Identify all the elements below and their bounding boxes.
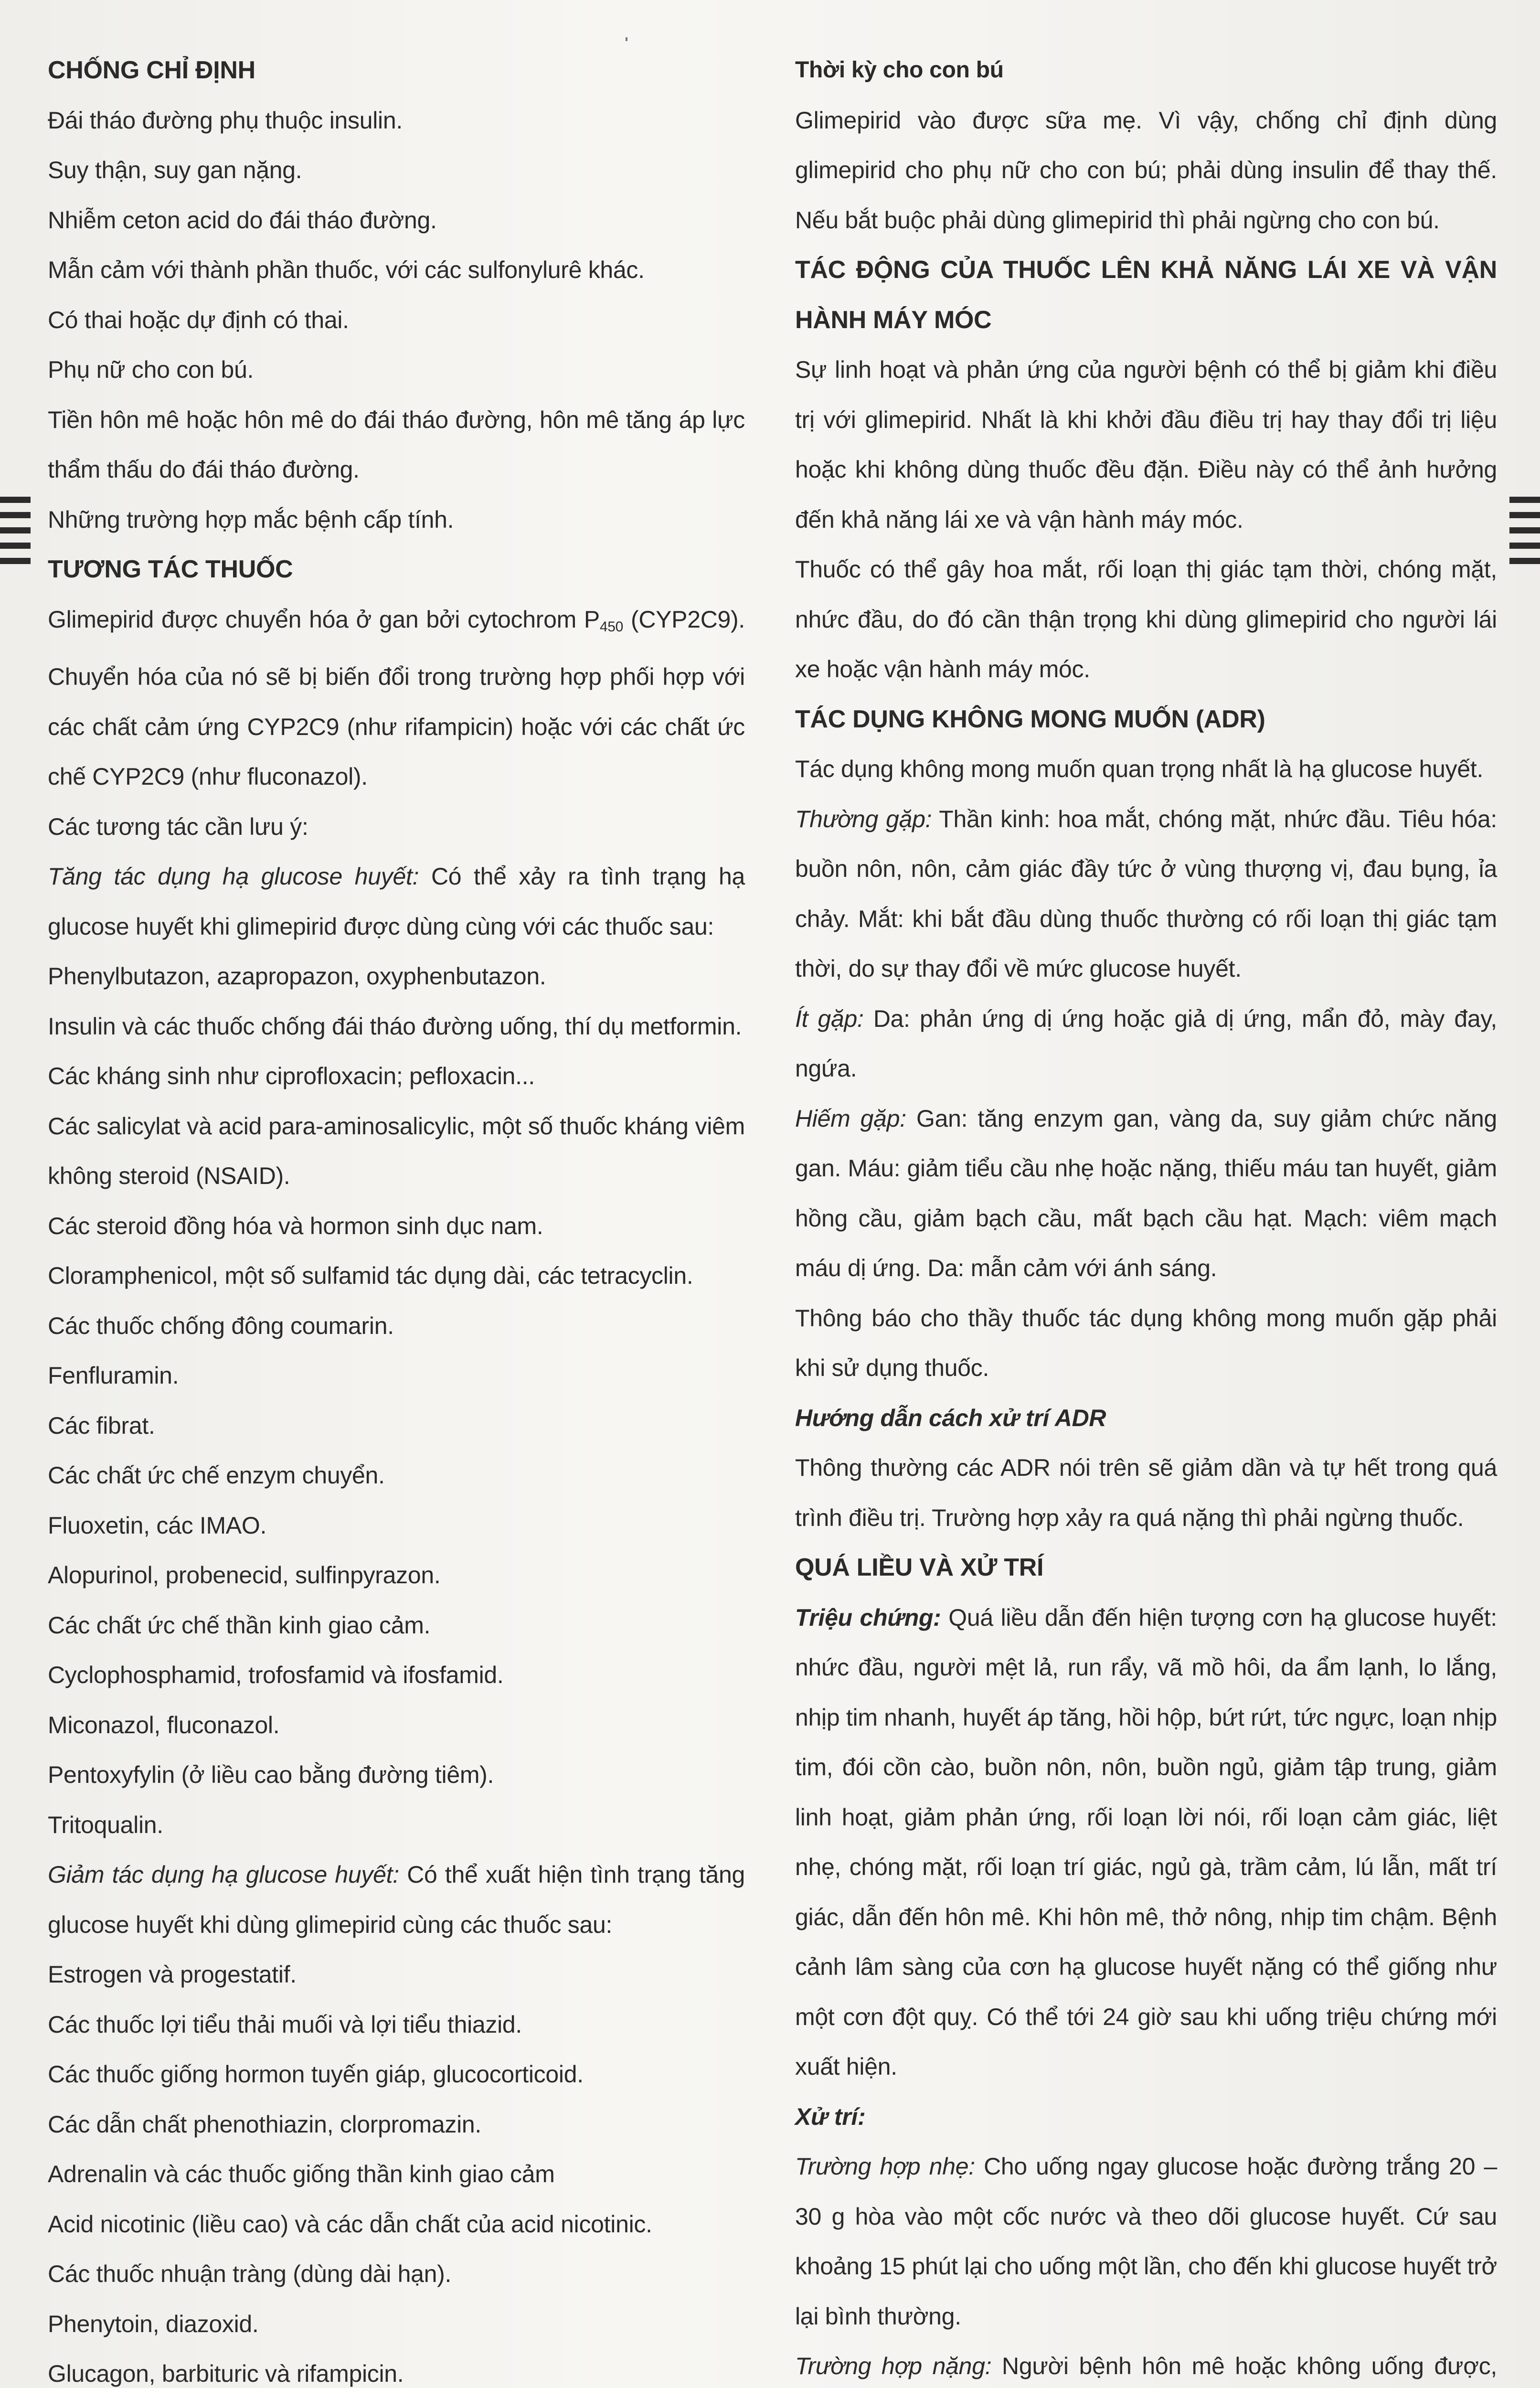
adr-common-text: Thần kinh: hoa mắt, chóng mặt, nhức đầu. Tiêu hóa: buồn nôn, nôn, cảm giác đầy tức ở vùng thượng vị, đau bụng, ỉa chảy. Mắt: khi bắt đầu dùng thuốc thường có rối loạn thị giác tạm thời, do sự thay đổi về mức glucose huyết.	[795, 805, 1497, 982]
adr-common	[795, 794, 1497, 994]
adr-guide-heading: Hướng dẫn cách xử trí ADR	[795, 1404, 1106, 1431]
adr-uncommon	[795, 994, 1497, 1094]
breastfeeding-text: Glimepirid vào được sữa mẹ. Vì vậy, chống chỉ định dùng glimepirid cho phụ nữ cho con bú; phải dùng insulin để thay thế. Nếu bắt buộc phải dùng glimepirid thì phải ngừng cho con bú.	[795, 107, 1497, 234]
overdose-mild-label: Trường hợp nhẹ:	[795, 2153, 975, 2180]
overdose-severe-label: Trường hợp nặng:	[795, 2353, 992, 2379]
right-column	[795, 45, 1497, 2388]
heading-contraindications: CHỐNG CHỈ ĐỊNH	[48, 56, 255, 84]
interactions-note: Các tương tác cần lưu ý:	[48, 813, 308, 840]
driving-text-1: Sự linh hoạt và phản ứng của người bệnh có thể bị giảm khi điều trị với glimepirid. Nhất là khi khởi đầu điều trị hay thay đổi trị liệu hoặc khi không dùng thuốc đều đặn. Điều này có thể ảnh hưởng đến khả năng lái xe và vận hành máy móc.	[795, 356, 1497, 533]
overdose-symptoms	[795, 1593, 1497, 2092]
drug-item: Miconazol, fluconazol.	[48, 1711, 280, 1738]
adr-notify: Thông báo cho thầy thuốc tác dụng không mong muốn gặp phải khi sử dụng thuốc.	[795, 1304, 1497, 1381]
contraindication-item: Nhiễm ceton acid do đái tháo đường.	[48, 206, 437, 234]
contraindication-item: Tiền hôn mê hoặc hôn mê do đái tháo đường, hôn mê tăng áp lực thẩm thấu do đái tháo đường.	[48, 406, 745, 483]
overdose-severe-text: Người bệnh hôn mê hoặc không uống được,	[1002, 2353, 1497, 2379]
increase-effect-label: Tăng tác dụng hạ glucose huyết:	[48, 863, 419, 890]
heading-driving: TÁC ĐỘNG CỦA THUỐC LÊN KHẢ NĂNG LÁI XE VÀ VẬN HÀNH MÁY MÓC	[795, 256, 1497, 334]
drug-item: Estrogen và progestatif.	[48, 1961, 297, 1988]
increase-effect-list	[48, 951, 745, 1850]
decrease-effect-label: Giảm tác dụng hạ glucose huyết:	[48, 1861, 399, 1888]
drug-item: Phenylbutazon, azapropazon, oxyphenbutazon.	[48, 963, 546, 990]
drug-item: Acid nicotinic (liều cao) và các dẫn chất của acid nicotinic.	[48, 2210, 652, 2238]
contraindication-item: Suy thận, suy gan nặng.	[48, 157, 302, 183]
contraindication-item: Phụ nữ cho con bú.	[48, 356, 254, 383]
adr-uncommon-label: Ít gặp:	[795, 1005, 864, 1032]
overdose-mild	[795, 2142, 1497, 2341]
decrease-effect-list	[48, 1950, 745, 2388]
contraindication-item: Những trường hợp mắc bệnh cấp tính.	[48, 506, 454, 533]
drug-item: Các dẫn chất phenothiazin, clorpromazin.	[48, 2111, 481, 2138]
intro-subscript: 450	[599, 618, 624, 635]
overdose-mild-text: Cho uống ngay glucose hoặc đường trắng 20 – 30 g hòa vào một cốc nước và theo dõi glucose huyết. Cứ sau khoảng 15 phút lại cho uống một lần, cho đến khi glucose huyết trở lại bình thường.	[795, 2153, 1497, 2330]
adr-rare-text: Gan: tăng enzym gan, vàng da, suy giảm chức năng gan. Máu: giảm tiểu cầu nhẹ hoặc nặng, thiếu máu tan huyết, giảm hồng cầu, giảm bạch cầu, mất bạch cầu hạt. Mạch: viêm mạch máu dị ứng. Da: mẫn cảm với ánh sáng.	[795, 1105, 1497, 1281]
intro-text: Glimepirid được chuyển hóa ở gan bởi cytochrom P	[48, 606, 600, 633]
adr-rare-label: Hiếm gặp:	[795, 1105, 906, 1132]
adr-guide-text: Thông thường các ADR nói trên sẽ giảm dần và tự hết trong quá trình điều trị. Trường hợp xảy ra quá nặng thì phải ngừng thuốc.	[795, 1454, 1497, 1531]
drug-item: Glucagon, barbituric và rifampicin.	[48, 2360, 404, 2387]
drug-item: Insulin và các thuốc chống đái tháo đường uống, thí dụ metformin.	[48, 1013, 742, 1040]
intro-text-cont: (CYP2C9). Chuyển hóa của nó sẽ bị biến đổi trong trường hợp phối hợp với các chất cảm ứng CYP2C9 (như rifampicin) hoặc với các chất ức chế CYP2C9 (như fluconazol).	[48, 606, 745, 790]
heading-breastfeeding: Thời kỳ cho con bú	[795, 57, 1004, 83]
left-registration-marks	[0, 497, 31, 573]
drug-item: Các fibrat.	[48, 1412, 155, 1439]
drug-item: Fenfluramin.	[48, 1362, 179, 1389]
fold-tick	[626, 37, 627, 41]
drug-item: Các kháng sinh như ciprofloxacin; pefloxacin...	[48, 1063, 535, 1089]
drug-item: Các thuốc giống hormon tuyến giáp, glucocorticoid.	[48, 2061, 584, 2088]
adr-uncommon-text: Da: phản ứng dị ứng hoặc giả dị ứng, mẩn đỏ, mày đay, ngứa.	[795, 1005, 1498, 1082]
adr-intro: Tác dụng không mong muốn quan trọng nhất là hạ glucose huyết.	[795, 756, 1484, 782]
decrease-effect-paragraph	[48, 1850, 745, 1950]
drug-item: Pentoxyfylin (ở liều cao bằng đường tiêm).	[48, 1761, 494, 1788]
heading-overdose: QUÁ LIỀU VÀ XỬ TRÍ	[795, 1554, 1044, 1581]
overdose-treatment-label: Xử trí:	[795, 2103, 866, 2130]
contraindications-list	[48, 96, 745, 545]
adr-rare	[795, 1094, 1497, 1293]
heading-interactions: TƯƠNG TÁC THUỐC	[48, 555, 293, 583]
increase-effect-paragraph	[48, 852, 745, 951]
drug-item: Alopurinol, probenecid, sulfinpyrazon.	[48, 1562, 441, 1588]
heading-adr: TÁC DỤNG KHÔNG MONG MUỐN (ADR)	[795, 705, 1265, 733]
adr-common-label: Thường gặp:	[795, 805, 932, 832]
decrease-effect-text: Có thể xuất hiện tình trạng tăng glucose huyết khi dùng glimepirid cùng các thuốc sau:	[48, 1861, 745, 1938]
drug-item: Các chất ức chế thần kinh giao cảm.	[48, 1611, 431, 1639]
drug-item: Phenytoin, diazoxid.	[48, 2310, 259, 2337]
left-column	[48, 45, 745, 2388]
driving-text-2: Thuốc có thể gây hoa mắt, rối loạn thị giác tạm thời, chóng mặt, nhức đầu, do đó cần thận trọng khi dùng glimepirid cho người lái xe hoặc vận hành máy móc.	[795, 556, 1497, 682]
overdose-symptoms-label: Triệu chứng:	[795, 1604, 941, 1631]
overdose-symptoms-text: Quá liều dẫn đến hiện tượng cơn hạ glucose huyết: nhức đầu, người mệt lả, run rẩy, vã mồ hôi, da ẩm lạnh, lo lắng, nhịp tim nhanh, huyết áp tăng, hồi hộp, bứt rứt, tức ngực, loạn nhịp tim, đói cồn cào, buồn nôn, nôn, buồn ngủ, giảm tập trung, giảm linh hoạt, giảm phản ứng, rối loạn lời nói, rối loạn cảm giác, liệt nhẹ, chóng mặt, rối loạn trí giác, ngủ gà, trầm cảm, lú lẫn, mất trí giác, dẫn đến hôn mê. Khi hôn mê, thở nông, nhịp tim chậm. Bệnh cảnh lâm sàng của cơn hạ glucose huyết nặng có thể giống như một cơn đột quỵ. Có thể tới 24 giờ sau khi uống triệu chứng mới xuất hiện.	[795, 1604, 1497, 2080]
increase-effect-text: Có thể xảy ra tình trạng hạ glucose huyết khi glimepirid được dùng cùng với các thuốc sau:	[48, 863, 745, 940]
overdose-severe	[795, 2341, 1497, 2388]
drug-item: Các salicylat và acid para-aminosalicylic, một số thuốc kháng viêm không steroid (NSAID).	[48, 1112, 745, 1189]
interactions-intro	[48, 595, 745, 802]
drug-item: Fluoxetin, các IMAO.	[48, 1512, 267, 1539]
drug-item: Cyclophosphamid, trofosfamid và ifosfamid.	[48, 1662, 504, 1688]
contraindication-item: Có thai hoặc dự định có thai.	[48, 306, 349, 333]
contraindication-item: Mẫn cảm với thành phần thuốc, với các sulfonylurê khác.	[48, 256, 645, 283]
drug-item: Các thuốc chống đông coumarin.	[48, 1312, 394, 1339]
drug-item: Các thuốc nhuận tràng (dùng dài hạn).	[48, 2260, 452, 2287]
drug-item: Các chất ức chế enzym chuyển.	[48, 1462, 385, 1489]
drug-item: Các thuốc lợi tiểu thải muối và lợi tiểu thiazid.	[48, 2011, 522, 2038]
drug-item: Cloramphenicol, một số sulfamid tác dụng dài, các tetracyclin.	[48, 1262, 693, 1289]
drug-item: Các steroid đồng hóa và hormon sinh dục nam.	[48, 1212, 543, 1239]
right-registration-marks	[1509, 497, 1540, 573]
contraindication-item: Đái tháo đường phụ thuộc insulin.	[48, 107, 403, 134]
drug-item: Tritoqualin.	[48, 1811, 163, 1838]
drug-item: Adrenalin và các thuốc giống thần kinh giao cảm	[48, 2161, 555, 2187]
